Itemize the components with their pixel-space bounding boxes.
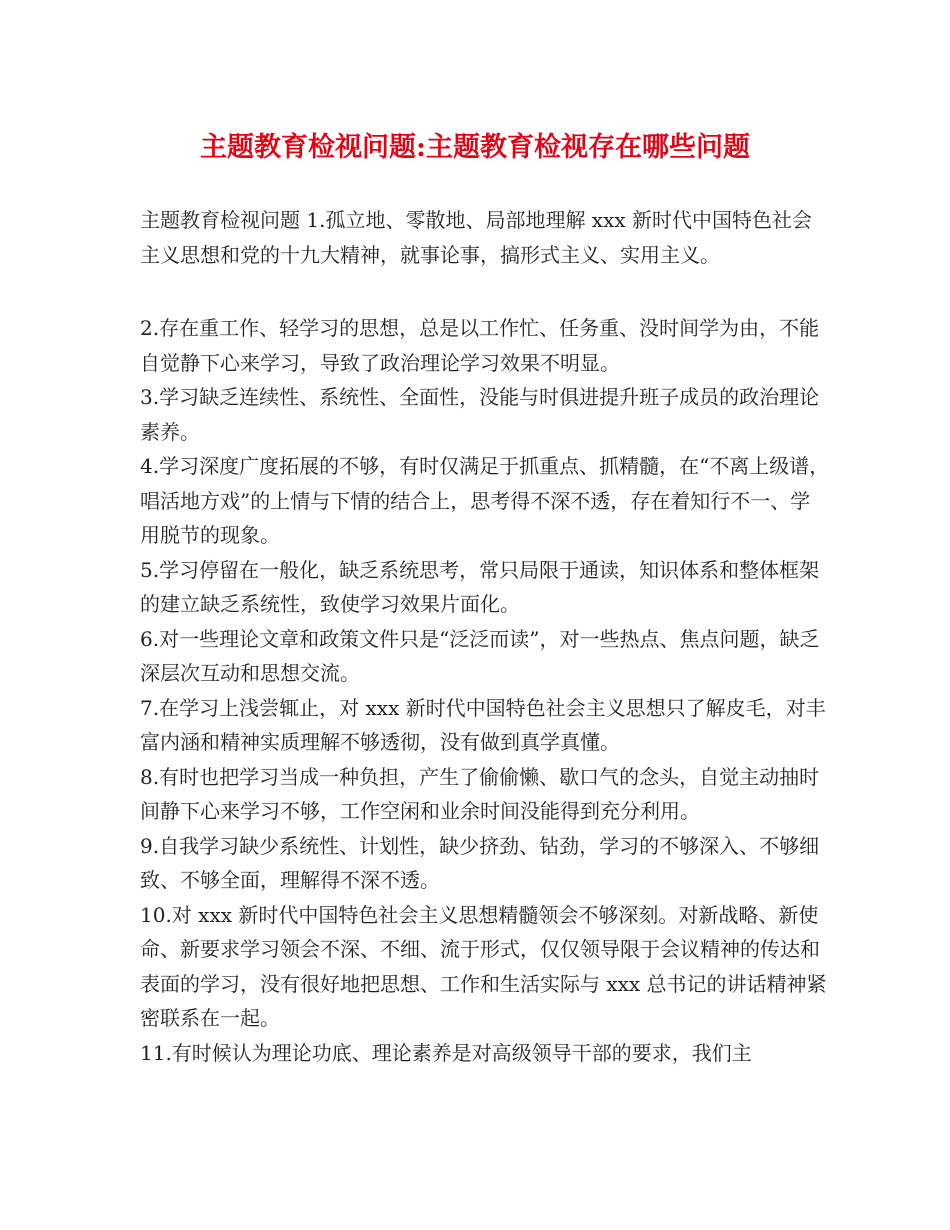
paragraph-item-8: 8.有时也把学习当成一种负担，产生了偷偷懒、歇口气的念头，自觉主动抽时间静下心来学习不够，工作空闲和业余时间没能得到充分利用。 <box>140 764 820 823</box>
paragraph-item-11: 11.有时候认为理论功底、理论素养是对高级领导干部的要求，我们主 <box>140 1040 752 1065</box>
paragraph-item-4: 4.学习深度广度拓展的不够，有时仅满足于抓重点、抓精髓，在“不离上级谱，唱活地方戏”的上情与下情的结合上，思考得不深不透，存在着知行不一、学用脱节的现象。 <box>140 454 830 547</box>
paragraph-item-3: 3.学习缺乏连续性、系统性、全面性，没能与时俱进提升班子成员的政治理论素养。 <box>140 385 820 444</box>
paragraph-item-9: 9.自我学习缺少系统性、计划性，缺少挤劲、钻劲，学习的不够深入、不够细致、不够全面，理解得不深不透。 <box>140 833 820 892</box>
paragraph-item-10: 10.对 xxx 新时代中国特色社会主义思想精髓领会不够深刻。对新战略、新使命、新要求学习领会不深、不细、流于形式，仅仅领导限于会议精神的传达和表面的学习，没有很好地把思想、工作和生活实际与 xxx 总书记的讲话精神紧密联系在一起。 <box>140 902 827 1030</box>
paragraph-item-5: 5.学习停留在一般化，缺乏系统思考，常只局限于通读，知识体系和整体框架的建立缺乏系统性，致使学习效果片面化。 <box>140 557 820 616</box>
document-title: 主题教育检视问题:主题教育检视存在哪些问题 <box>200 132 750 163</box>
paragraph-item-1: 主题教育检视问题 1.孤立地、零散地、局部地理解 xxx 新时代中国特色社会主义思想和党的十九大精神，就事论事，搞形式主义、实用主义。 <box>140 208 812 267</box>
paragraph-item-7: 7.在学习上浅尝辄止，对 xxx 新时代中国特色社会主义思想只了解皮毛，对丰富内涵和精神实质理解不够透彻，没有做到真学真懂。 <box>140 695 826 754</box>
paragraph-item-6: 6.对一些理论文章和政策文件只是“泛泛而读”，对一些热点、焦点问题，缺乏深层次互动和思想交流。 <box>140 626 820 685</box>
intro-paragraph <box>140 203 830 272</box>
paragraph-item-2: 2.存在重工作、轻学习的思想，总是以工作忙、任务重、没时间学为由，不能自觉静下心来学习，导致了政治理论学习效果不明显。 <box>140 316 820 375</box>
numbered-list <box>140 311 830 1070</box>
